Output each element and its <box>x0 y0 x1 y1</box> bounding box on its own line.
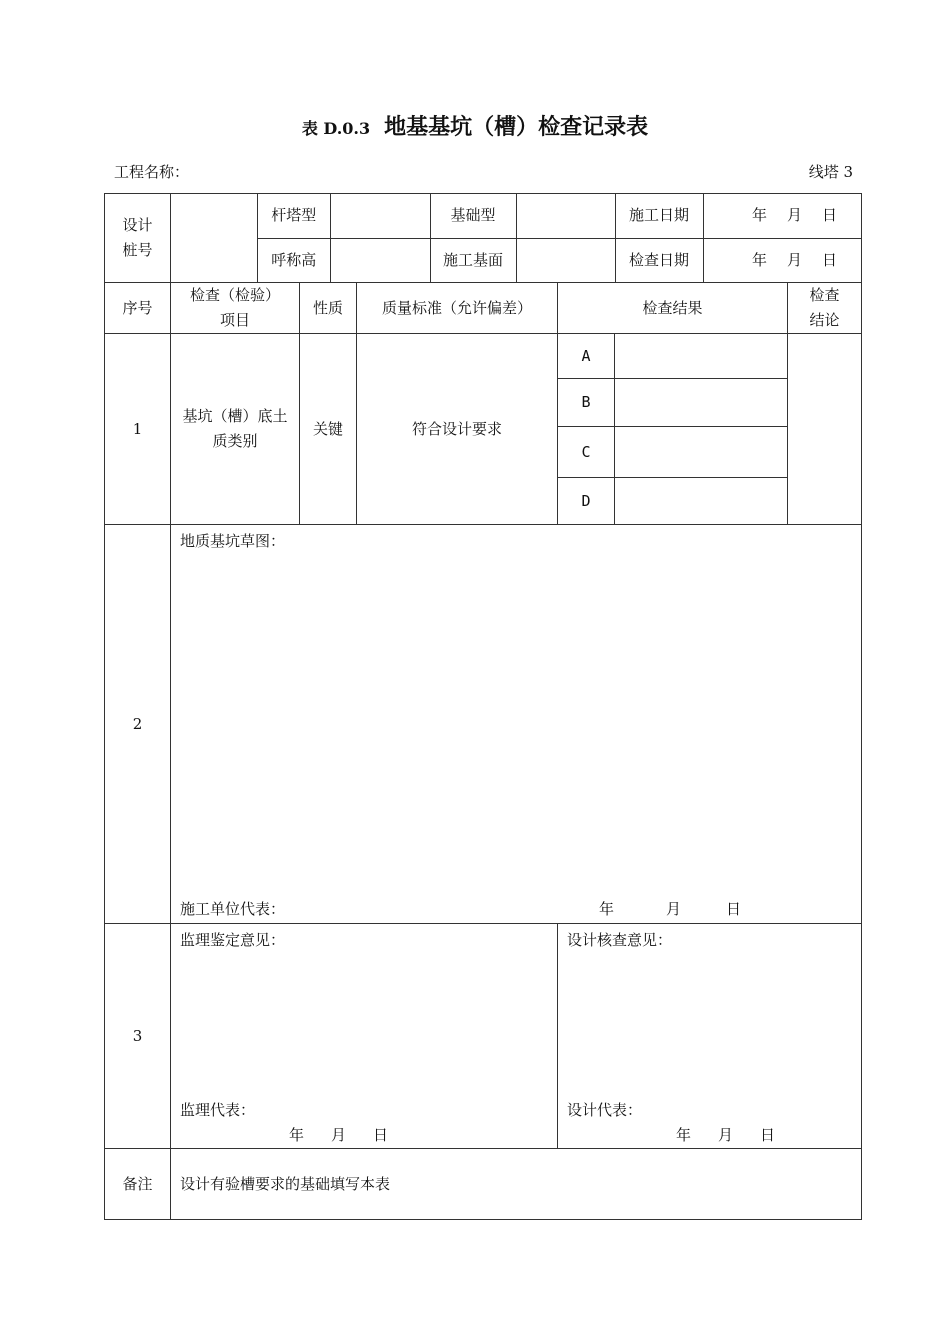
design-pile-no-value[interactable] <box>171 194 258 283</box>
point-a-label: A <box>558 334 615 379</box>
month-label: 月 <box>787 206 803 225</box>
design-rep-label: 设计代表： <box>567 1101 643 1119</box>
day-label: 日 <box>822 206 838 225</box>
construction-rep-label: 施工单位代表： <box>180 900 286 918</box>
year-label: 年 <box>599 900 615 918</box>
base-type-label: 基础型 <box>430 194 516 238</box>
row1-standard: 符合设计要求 <box>357 334 558 525</box>
row1-no: 1 <box>105 334 171 525</box>
year-label: 年 <box>751 206 767 225</box>
point-a-result[interactable] <box>615 334 788 379</box>
col-nature: 性质 <box>300 283 357 334</box>
pole-type-value[interactable] <box>330 194 430 238</box>
year-label: 年 <box>289 1126 305 1144</box>
design-opinion-label: 设计核查意见： <box>567 931 673 949</box>
day-label: 日 <box>373 1126 389 1144</box>
supervision-opinion-area[interactable] <box>171 924 558 1149</box>
geology-sketch-area[interactable] <box>171 525 862 924</box>
col-result: 检查结果 <box>558 283 788 334</box>
row1-nature: 关键 <box>300 334 357 525</box>
nominal-height-label: 呼称高 <box>258 238 330 282</box>
row2-no: 2 <box>105 525 171 924</box>
geology-sketch-label: 地质基坑草图： <box>180 532 286 550</box>
day-label: 日 <box>760 1126 776 1144</box>
row1-conclusion[interactable] <box>788 334 862 525</box>
supervision-opinion-label: 监理鉴定意见： <box>180 931 286 949</box>
col-item: 检查（检验） 项目 <box>171 283 300 334</box>
construction-base-face-value[interactable] <box>516 238 615 282</box>
day-label: 日 <box>822 250 838 269</box>
design-opinion-area[interactable] <box>558 924 862 1149</box>
table-number: 表 D.0.3 <box>301 119 371 138</box>
pole-type-label: 杆塔型 <box>258 194 330 238</box>
row3-no: 3 <box>105 924 171 1149</box>
col-conclusion: 检查 结论 <box>788 283 862 334</box>
point-b-result[interactable] <box>615 379 788 427</box>
point-c-label: C <box>558 427 615 478</box>
month-label: 月 <box>331 1126 347 1144</box>
construction-date-value[interactable] <box>703 194 861 238</box>
remarks-label: 备注 <box>105 1149 171 1220</box>
inspection-date-label: 检查日期 <box>615 238 703 282</box>
form-title: 地基基坑（槽）检查记录表 <box>384 114 649 140</box>
col-no: 序号 <box>105 283 171 334</box>
row1-item: 基坑（槽）底土 质类别 <box>171 334 300 525</box>
line-tower-label: 线塔 3 <box>808 163 853 181</box>
remarks-text: 设计有验槽要求的基础填写本表 <box>171 1149 862 1220</box>
base-type-value[interactable] <box>516 194 615 238</box>
point-b-label: B <box>558 379 615 427</box>
month-label: 月 <box>787 250 803 269</box>
point-d-result[interactable] <box>615 478 788 525</box>
year-label: 年 <box>676 1126 692 1144</box>
supervision-rep-label: 监理代表： <box>180 1101 256 1119</box>
point-d-label: D <box>558 478 615 525</box>
project-name-label: 工程名称： <box>114 163 190 181</box>
month-label: 月 <box>718 1126 734 1144</box>
col-standard: 质量标准（允许偏差） <box>357 283 558 334</box>
year-label: 年 <box>751 250 767 269</box>
page-title <box>0 110 950 141</box>
design-pile-no-label: 设计 桩号 <box>105 194 171 283</box>
construction-base-face-label: 施工基面 <box>430 238 516 282</box>
inspection-table <box>104 193 862 1220</box>
inspection-date-value[interactable] <box>703 238 861 282</box>
nominal-height-value[interactable] <box>330 238 430 282</box>
month-label: 月 <box>666 900 682 918</box>
construction-date-label: 施工日期 <box>615 194 703 238</box>
point-c-result[interactable] <box>615 427 788 478</box>
header-inner-table <box>258 194 861 282</box>
day-label: 日 <box>726 900 742 918</box>
